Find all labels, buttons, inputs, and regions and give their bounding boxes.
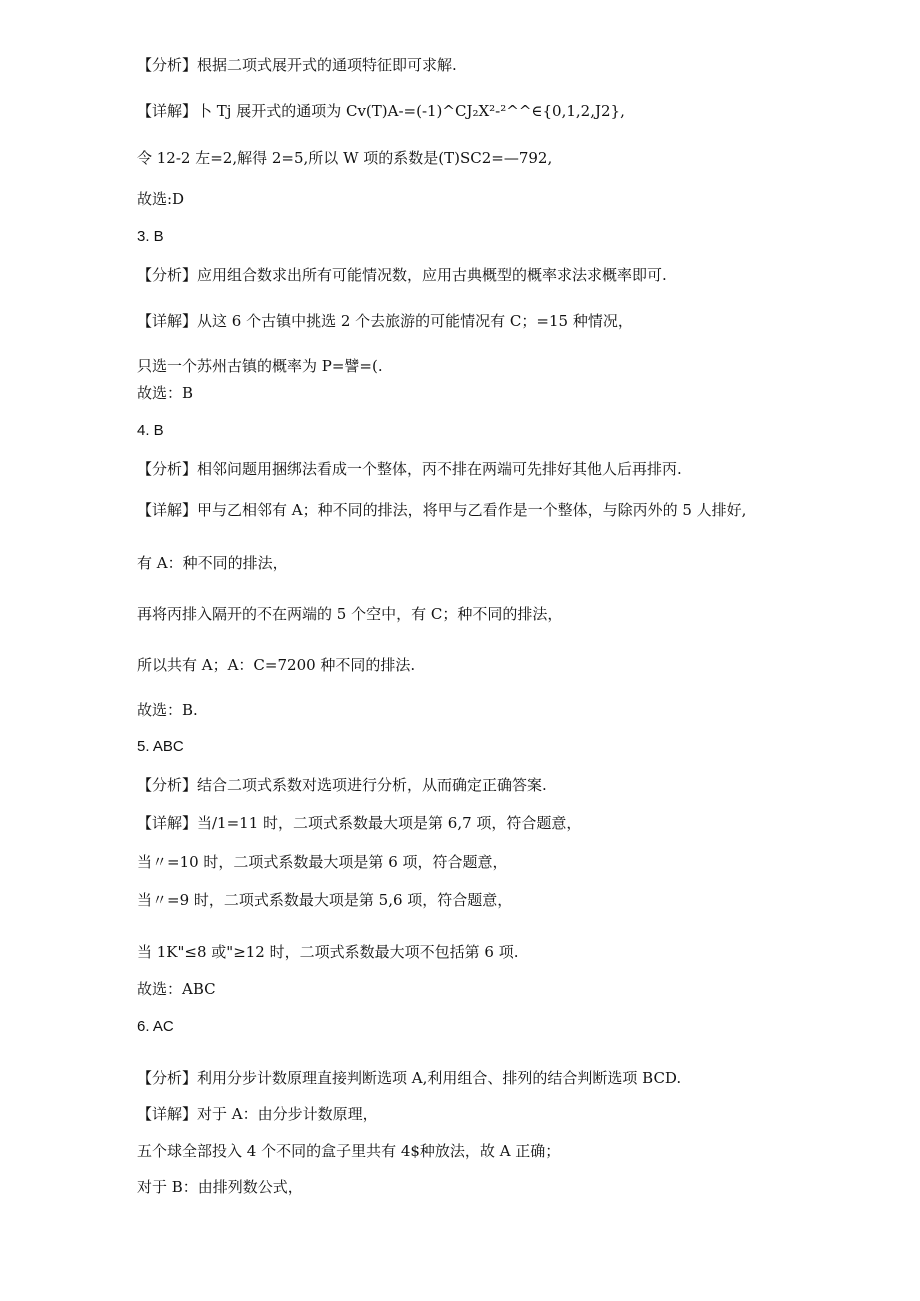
text-line: 再将丙排入隔开的不在两端的 5 个空中，有 C；种不同的排法， [137,605,563,623]
text-line: 当〃=9 时，二项式系数最大项是第 5,6 项，符合题意， [137,891,513,909]
text-line: 故选：B. [137,701,198,719]
text-line: 【详解】从这 6 个古镇中挑选 2 个去旅游的可能情况有 C；=15 种情况， [137,312,633,330]
question-number: 4. B [137,422,164,439]
question-number: 5. ABC [137,738,184,755]
text-line: 当〃=10 时，二项式系数最大项是第 6 项，符合题意， [137,853,508,871]
text-line: 有 A：种不同的排法， [137,554,288,572]
text-line: 【详解】对于 A：由分步计数原理， [137,1105,378,1123]
text-line: 故选：B [137,384,194,402]
question-number: 6. AC [137,1018,174,1035]
text-line: 只选一个苏州古镇的概率为 P=譬=(. [137,357,383,375]
text-line: 故选:D [137,190,185,208]
text-line: 对于 B：由排列数公式， [137,1178,303,1196]
text-line: 【分析】应用组合数求出所有可能情况数，应用古典概型的概率求法求概率即可. [137,266,667,284]
text-line: 【详解】当/1=11 时，二项式系数最大项是第 6,7 项，符合题意， [137,814,582,832]
text-line: 【详解】卜 Tj 展开式的通项为 Cv(T)A-=(-1)^CJ₂X²-²^^∈{0,1,2,J2}, [137,102,625,120]
text-line: 五个球全部投入 4 个不同的盒子里共有 4$种放法，故 A 正确； [137,1142,561,1160]
text-line: 【分析】结合二项式系数对选项进行分析，从而确定正确答案. [137,776,547,794]
text-line: 【分析】利用分步计数原理直接判断选项 A,利用组合、排列的结合判断选项 BCD. [137,1069,682,1087]
text-line: 【分析】根据二项式展开式的通项特征即可求解. [137,56,457,74]
question-number: 3. B [137,228,164,245]
text-line: 当 1K"≤8 或"≥12 时，二项式系数最大项不包括第 6 项. [137,943,519,961]
text-line: 所以共有 A；A：C=7200 种不同的排法. [137,656,416,674]
text-line: 【分析】相邻问题用捆绑法看成一个整体，丙不排在两端可先排好其他人后再排丙. [137,460,682,478]
text-line: 故选：ABC [137,980,216,998]
text-line: 【详解】甲与乙相邻有 A；种不同的排法，将甲与乙看作是一个整体，与除丙外的 5 人排好, [137,501,747,519]
text-line: 令 12-2 左=2,解得 2=5,所以 W 项的系数是(T)SC2=—792, [137,149,553,167]
